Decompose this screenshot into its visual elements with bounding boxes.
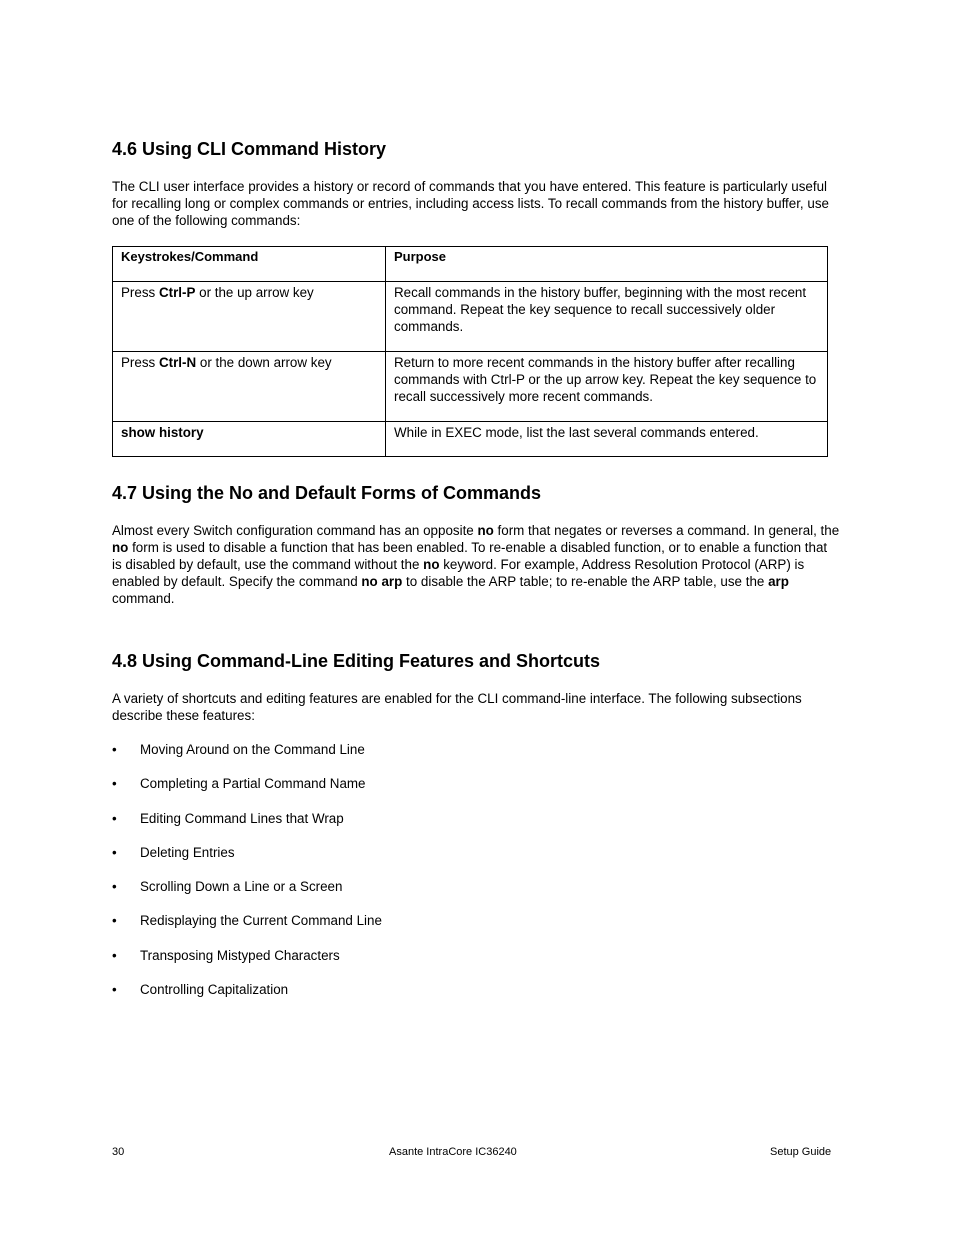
key-ctrl-n: Ctrl-N: [158, 355, 197, 370]
table-header-row: [113, 247, 828, 282]
bullet-icon: •: [112, 776, 117, 792]
footer-product: Asante IntraCore IC36240: [389, 1146, 517, 1158]
keystroke-cell: Press Ctrl-N or the down arrow key: [121, 355, 332, 370]
command-history-table: [112, 246, 828, 457]
header-purpose: Purpose: [394, 249, 447, 264]
section-4-7-heading: 4.7 Using the No and Default Forms of Commands: [112, 483, 542, 503]
list-item: • Transposing Mistyped Characters: [112, 947, 340, 963]
purpose-cell: While in EXEC mode, list the last several commands entered.: [394, 425, 759, 440]
command-cell: show history: [121, 425, 204, 440]
section-4-6-intro: The CLI user interface provides a history or record of commands that you have entered. This feature is particularly useful for recalling long or complex commands or entries, including access lists. To recall commands from the history buffer, use one of the following commands:: [112, 179, 829, 228]
keystroke-cell: Press Ctrl-P or the up arrow key: [121, 285, 314, 300]
bullet-icon: •: [112, 982, 117, 998]
bullet-icon: •: [112, 810, 117, 826]
list-item: • Deleting Entries: [112, 844, 235, 860]
bullet-icon: •: [112, 913, 117, 929]
list-item: • Redisplaying the Current Command Line: [112, 913, 382, 929]
list-item: • Moving Around on the Command Line: [112, 742, 365, 757]
header-keystrokes: Keystrokes/Command: [121, 249, 259, 264]
bullet-icon: •: [112, 879, 117, 895]
section-4-8-intro: A variety of shortcuts and editing features are enabled for the CLI command-line interface. The following subsections describe these features:: [112, 691, 802, 723]
list-item: • Completing a Partial Command Name: [112, 776, 366, 792]
section-4-7-paragraph: Almost every Switch configuration command has an opposite no form that negates or reverses a command. In general, the no form is used to disable a function that has been enabled. To re-enable a disabled function, or to enable a function that is disabled by default, use the command without the no keyword. For example, Address Resolution Protocol (ARP) is enabled by default. Specify the command no arp to disable the ARP table; to re-enable the ARP table, use the arp command.: [112, 523, 840, 606]
table-row: [113, 282, 828, 352]
bullet-icon: •: [112, 947, 117, 963]
list-item: • Editing Command Lines that Wrap: [112, 810, 344, 826]
footer-doc-title: Setup Guide: [770, 1146, 832, 1158]
key-ctrl-p: Ctrl-P: [158, 285, 196, 300]
table-row: [113, 422, 828, 457]
purpose-cell: Recall commands in the history buffer, beginning with the most recent command. Repeat the key sequence to recall successively older commands.: [394, 285, 807, 334]
bullet-icon: •: [112, 742, 117, 757]
section-4-6-heading: 4.6 Using CLI Command History: [112, 139, 387, 159]
footer-page-number: 30: [112, 1146, 125, 1158]
bullet-icon: •: [112, 844, 117, 860]
list-item: • Scrolling Down a Line or a Screen: [112, 879, 343, 895]
feature-list: [112, 741, 382, 1015]
purpose-cell: Return to more recent commands in the history buffer after recalling commands with Ctrl-P or the up arrow key. Repeat the key sequence to recall successively more recent commands.: [394, 355, 817, 404]
table-row: [113, 352, 828, 422]
list-item: • Controlling Capitalization: [112, 982, 289, 998]
section-4-8-heading: 4.8 Using Command-Line Editing Features and Shortcuts: [112, 651, 601, 671]
